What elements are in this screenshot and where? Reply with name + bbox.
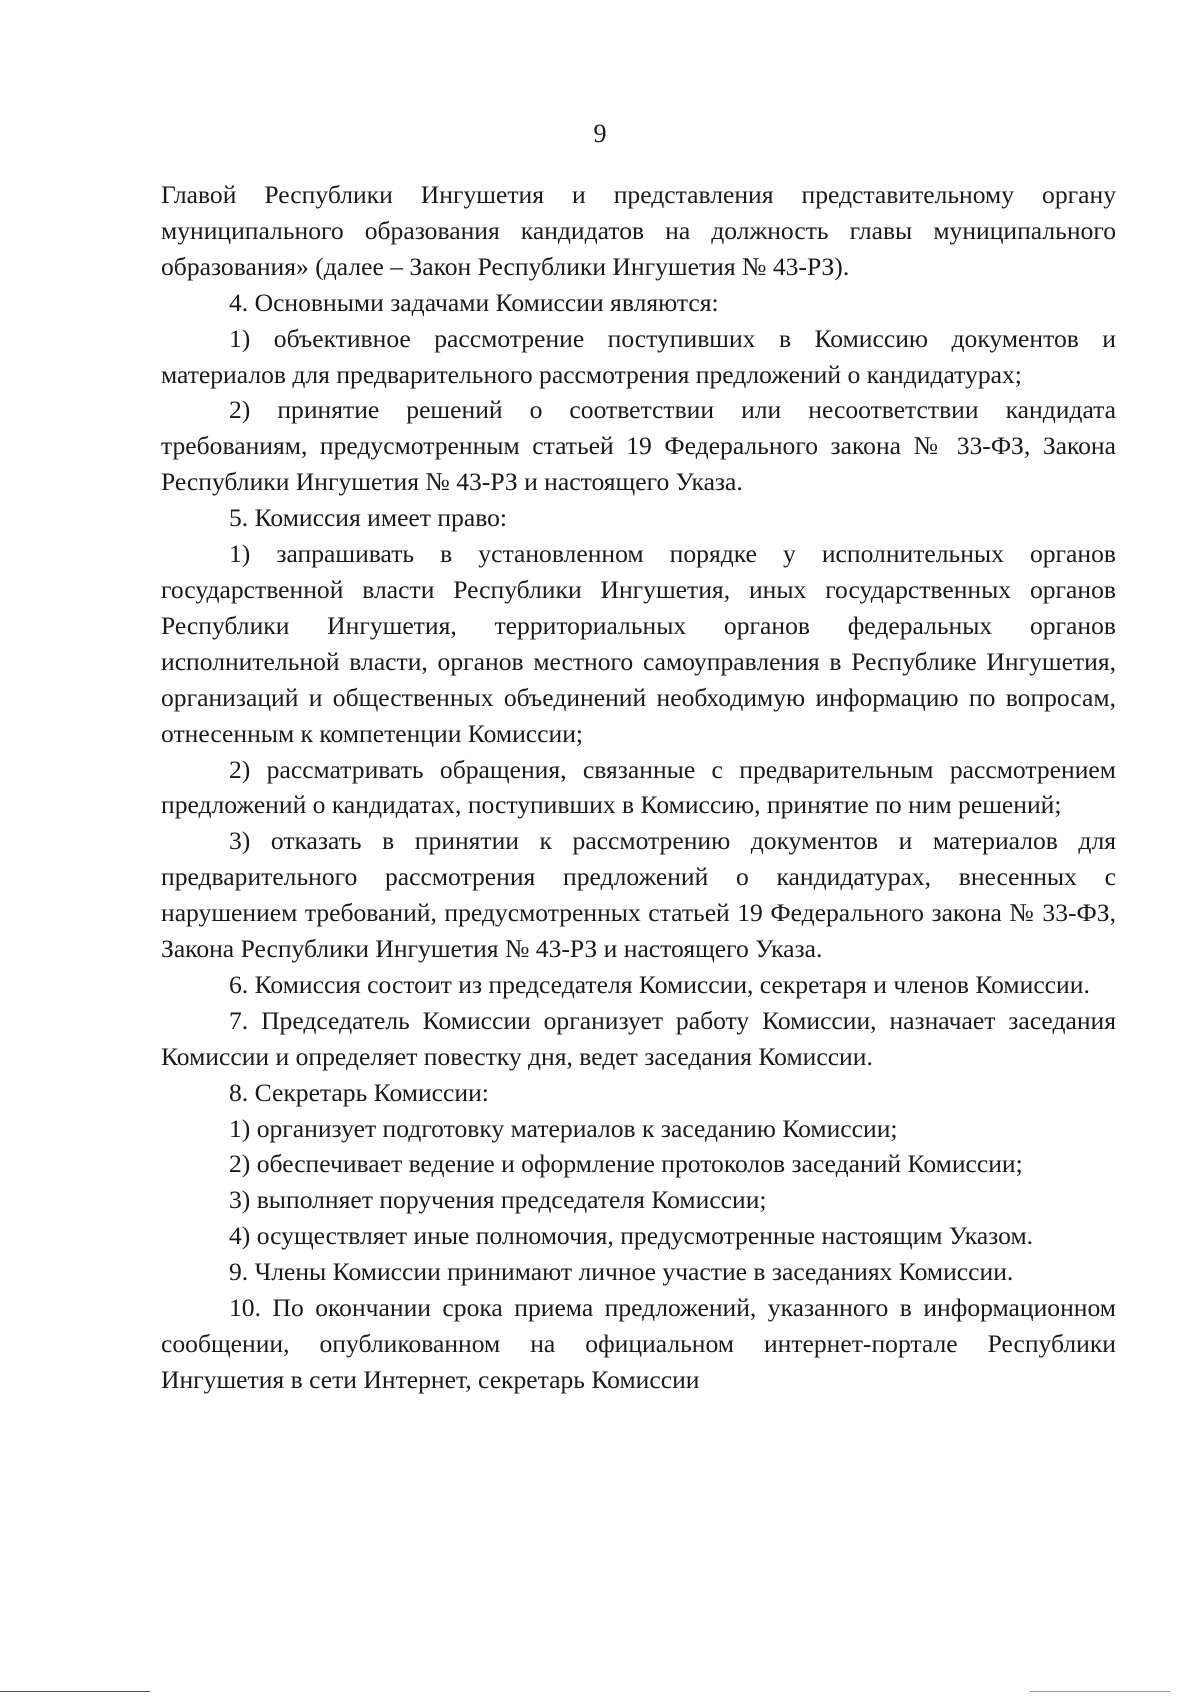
page-number: 9 [593,119,607,148]
paragraph: 6. Комиссия состоит из председателя Комиссии, секретаря и членов Комиссии. [229,969,1090,999]
paragraph: 1) организует подготовку материалов к заседанию Комиссии; [229,1113,898,1143]
paragraph: 3) выполняет поручения председателя Комиссии; [229,1185,767,1215]
paragraph: 8. Секретарь Комиссии: [229,1077,489,1107]
paragraph: 1) запрашивать в установленном порядке у исполнительных органов государственной власти Республики Ингушетия, иных государственных органов Республики Ингушетия, территориальных органов федеральных органов исполнительной власти, органов местного самоуправления в Республике Ингушетия, организаций и общественных объединений необходимую информацию по вопросам, отнесенным к компетенции Комиссии; [161,539,1116,748]
paragraph: 2) обеспечивает ведение и оформление протоколов заседаний Комиссии; [229,1149,1023,1179]
paragraph: 5. Комиссия имеет право: [229,503,508,533]
paragraph: 10. По окончании срока приема предложений, указанного в информационном сообщении, опубликованном на официальном интернет-портале Республики Ингушетия в сети Интернет, секретарь Комиссии [161,1293,1116,1394]
document-body [161,177,1116,1398]
paragraph: 4) осуществляет иные полномочия, предусмотренные настоящим Указом. [229,1221,1034,1251]
paragraph: 4. Основными задачами Комиссии являются: [229,287,719,317]
paragraph: 2) принятие решений о соответствии или несоответствии кандидата требованиям, предусмотренным статьей 19 Федерального закона № 33-ФЗ, Закона Республики Ингушетия № 43-РЗ и настоящего Указа. [161,395,1116,497]
paragraph: Главой Республики Ингушетия и представления представительному органу муниципального образования кандидатов на должность главы муниципального образования» (далее – Закон Республики Ингушетия № 43-РЗ). [161,180,1116,281]
scan-edge-line [0,1691,150,1692]
paragraph: 3) отказать в принятии к рассмотрению документов и материалов для предварительного рассмотрения предложений о кандидатурах, внесенных с нарушением требований, предусмотренных статьей 19 Федерального закона № 33-ФЗ, Закона Республики Ингушетия № 43-РЗ и настоящего Указа. [161,826,1116,964]
paragraph: 2) рассматривать обращения, связанные с предварительным рассмотрением предложений о кандидатах, поступивших в Комиссию, принятие по ним решений; [161,754,1116,820]
paragraph: 9. Члены Комиссии принимают личное участие в заседаниях Комиссии. [229,1257,1014,1287]
scan-edge-line [1030,1691,1170,1692]
paragraph: 1) объективное рассмотрение поступивших в Комиссию документов и материалов для предварительного рассмотрения предложений о кандидатурах; [161,323,1116,389]
paragraph: 7. Председатель Комиссии организует работу Комиссии, назначает заседания Комиссии и определяет повестку дня, ведет заседания Комиссии. [161,1005,1116,1071]
